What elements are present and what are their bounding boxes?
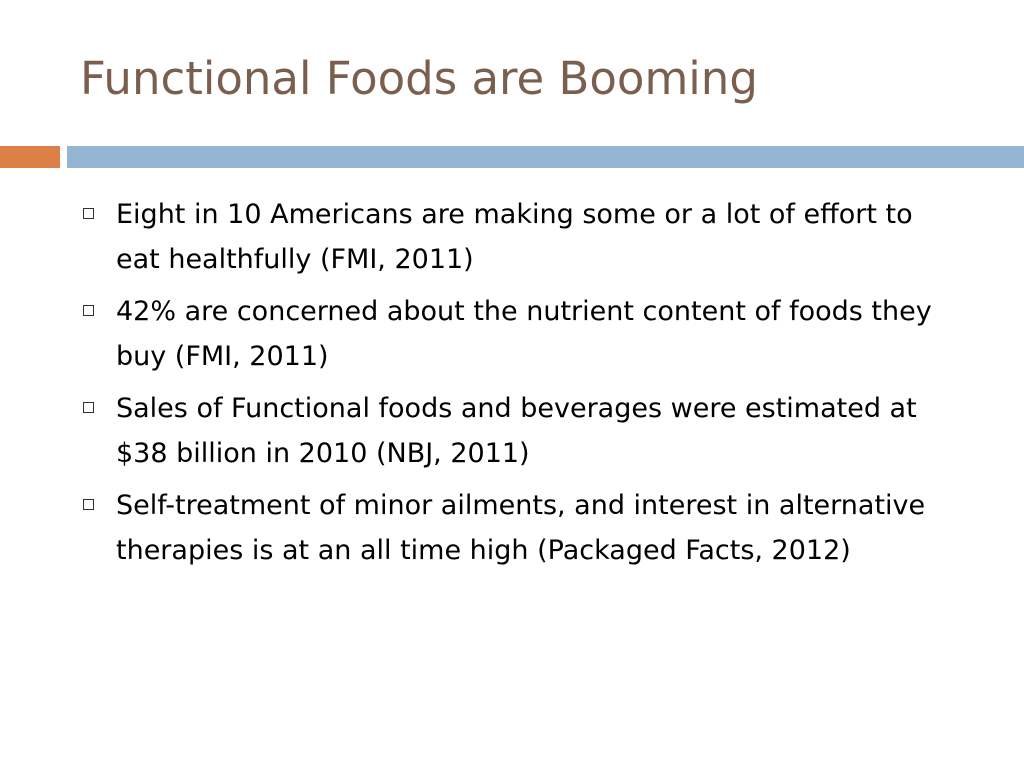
accent-bar-orange — [0, 146, 60, 168]
bullet-item — [80, 192, 960, 282]
bullet-list — [80, 192, 960, 580]
bullet-item — [80, 386, 960, 476]
slide-title: Functional Foods are Booming — [80, 52, 758, 105]
bullet-item — [80, 289, 960, 379]
bullet-text: Eight in 10 Americans are making some or a lot of effort to eat healthfully (FMI, 2011) — [116, 199, 913, 275]
accent-bar-blue — [67, 146, 1024, 168]
hollow-square-icon — [83, 208, 94, 219]
bullet-text: Sales of Functional foods and beverages were estimated at $38 billion in 2010 (NBJ, 2011) — [116, 393, 917, 469]
bullet-text: Self-treatment of minor ailments, and interest in alternative therapies is at an all time high (Packaged Facts, 2012) — [116, 490, 926, 566]
hollow-square-icon — [83, 305, 94, 316]
bullet-text: 42% are concerned about the nutrient content of foods they buy (FMI, 2011) — [116, 296, 932, 372]
hollow-square-icon — [83, 499, 94, 510]
hollow-square-icon — [83, 402, 94, 413]
bullet-item — [80, 483, 960, 573]
